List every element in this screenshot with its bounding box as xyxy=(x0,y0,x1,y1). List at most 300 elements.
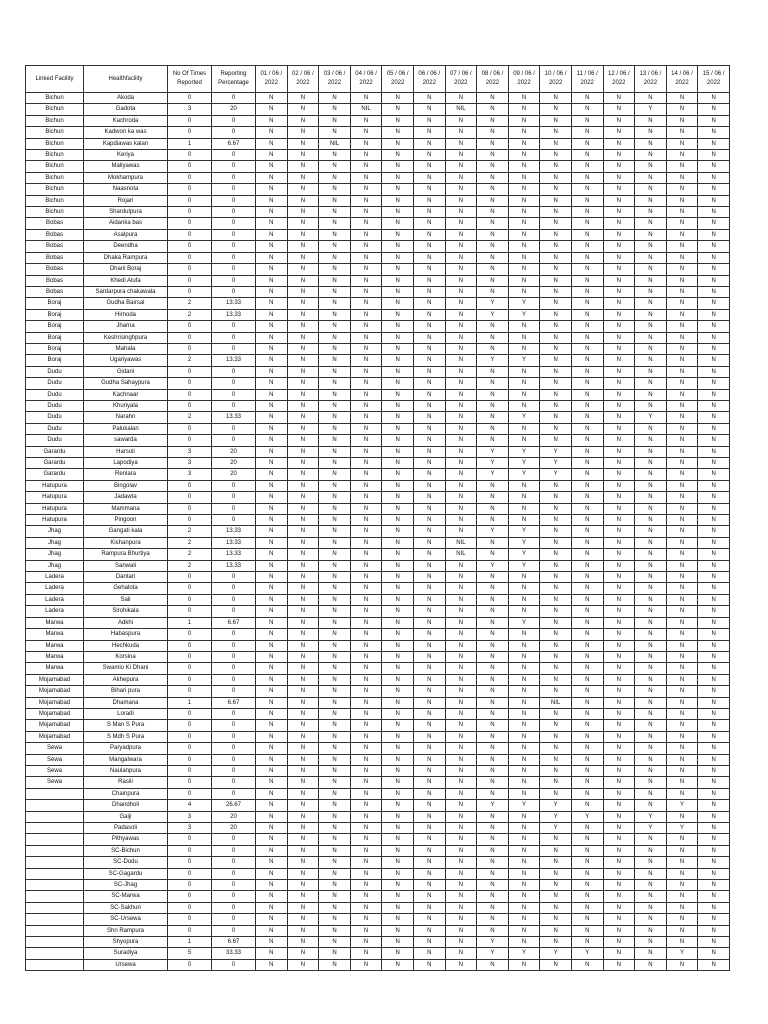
reporting-percentage-cell: 0 xyxy=(212,321,256,332)
date-status-cell: N xyxy=(413,435,445,446)
times-reported-cell: 0 xyxy=(168,229,212,240)
date-status-cell: N xyxy=(319,686,351,697)
date-status-cell: N xyxy=(666,412,698,423)
date-status-cell: N xyxy=(571,161,603,172)
date-status-cell: N xyxy=(540,834,572,845)
date-status-cell: N xyxy=(603,549,635,560)
health-facility-cell: Sirohikala xyxy=(84,606,168,617)
date-status-cell: N xyxy=(413,914,445,925)
date-status-cell: N xyxy=(698,115,730,126)
date-status-cell: Y xyxy=(666,800,698,811)
date-status-cell: N xyxy=(350,594,382,605)
date-status-cell: N xyxy=(350,115,382,126)
health-facility-cell: Kishanpura xyxy=(84,537,168,548)
date-status-cell: N xyxy=(571,549,603,560)
date-status-cell: N xyxy=(477,172,509,183)
reporting-percentage-cell: 26.67 xyxy=(212,800,256,811)
health-facility-cell: Rasili xyxy=(84,777,168,788)
date-status-cell: N xyxy=(508,503,540,514)
date-status-cell: N xyxy=(666,845,698,856)
date-status-cell: N xyxy=(571,937,603,948)
date-status-cell: N xyxy=(382,845,414,856)
health-facility-cell: Khedi Alufa xyxy=(84,275,168,286)
date-status-cell: N xyxy=(635,959,667,970)
health-facility-cell: Aidanka bas xyxy=(84,218,168,229)
date-status-cell: N xyxy=(698,731,730,742)
date-status-cell: N xyxy=(413,891,445,902)
date-status-cell: N xyxy=(350,480,382,491)
date-status-cell: N xyxy=(603,286,635,297)
date-status-cell: N xyxy=(540,583,572,594)
date-status-cell: N xyxy=(256,811,288,822)
date-status-cell: N xyxy=(477,332,509,343)
date-status-cell: N xyxy=(319,663,351,674)
date-status-cell: Y xyxy=(666,948,698,959)
date-status-cell: N xyxy=(445,891,477,902)
date-status-cell: N xyxy=(540,788,572,799)
date-status-cell: N xyxy=(666,435,698,446)
date-status-cell: N xyxy=(635,400,667,411)
date-status-cell: N xyxy=(256,458,288,469)
date-status-cell: N xyxy=(350,503,382,514)
date-status-cell: N xyxy=(445,412,477,423)
date-status-cell: N xyxy=(698,184,730,195)
date-status-cell: N xyxy=(319,207,351,218)
date-status-cell: N xyxy=(666,868,698,879)
reporting-percentage-cell: 13.33 xyxy=(212,412,256,423)
date-status-cell: N xyxy=(287,515,319,526)
date-status-cell: N xyxy=(666,880,698,891)
date-status-cell: N xyxy=(382,823,414,834)
times-reported-cell: 0 xyxy=(168,252,212,263)
date-status-cell: N xyxy=(413,298,445,309)
date-status-cell: N xyxy=(540,959,572,970)
date-status-cell: N xyxy=(666,446,698,457)
date-status-cell: N xyxy=(256,150,288,161)
times-reported-cell: 3 xyxy=(168,458,212,469)
date-status-cell: N xyxy=(635,663,667,674)
health-facility-cell: Gehalota xyxy=(84,583,168,594)
date-status-cell: N xyxy=(413,184,445,195)
times-reported-cell: 0 xyxy=(168,492,212,503)
date-status-cell: N xyxy=(350,629,382,640)
date-status-cell: N xyxy=(382,788,414,799)
date-status-cell: N xyxy=(319,332,351,343)
health-facility-cell: Keshrisinghpura xyxy=(84,332,168,343)
date-status-cell: N xyxy=(666,207,698,218)
health-facility-cell: Narahn xyxy=(84,412,168,423)
date-status-cell: N xyxy=(603,674,635,685)
date-status-cell: N xyxy=(287,663,319,674)
date-status-cell: N xyxy=(571,606,603,617)
date-status-cell: N xyxy=(256,207,288,218)
times-reported-cell: 0 xyxy=(168,788,212,799)
date-status-cell: N xyxy=(540,423,572,434)
linked-facility-cell xyxy=(26,891,84,902)
date-status-cell: N xyxy=(698,925,730,936)
linked-facility-cell xyxy=(26,925,84,936)
date-status-cell: N xyxy=(319,902,351,913)
date-status-cell: N xyxy=(350,583,382,594)
date-status-cell: N xyxy=(477,286,509,297)
date-status-cell: N xyxy=(319,172,351,183)
reporting-percentage-cell: 20 xyxy=(212,446,256,457)
date-status-cell: N xyxy=(382,914,414,925)
table-row xyxy=(26,857,730,868)
date-status-cell: N xyxy=(635,800,667,811)
date-status-cell: N xyxy=(508,286,540,297)
date-status-cell: N xyxy=(603,868,635,879)
date-status-cell: N xyxy=(382,583,414,594)
date-status-cell: N xyxy=(666,378,698,389)
date-status-cell: N xyxy=(635,503,667,514)
table-row xyxy=(26,902,730,913)
date-status-cell: N xyxy=(603,515,635,526)
table-row xyxy=(26,686,730,697)
table-row xyxy=(26,469,730,480)
date-status-cell: N xyxy=(698,252,730,263)
date-status-cell: N xyxy=(319,674,351,685)
header-date: 01 / 06 / 2022 xyxy=(256,66,288,93)
date-status-cell: N xyxy=(287,218,319,229)
date-status-cell: N xyxy=(256,435,288,446)
date-status-cell: N xyxy=(382,184,414,195)
date-status-cell: N xyxy=(666,777,698,788)
date-status-cell: N xyxy=(445,720,477,731)
date-status-cell: N xyxy=(666,389,698,400)
times-reported-cell: 0 xyxy=(168,663,212,674)
date-status-cell: N xyxy=(445,925,477,936)
date-status-cell: N xyxy=(287,138,319,149)
date-status-cell: N xyxy=(413,777,445,788)
date-status-cell: N xyxy=(666,731,698,742)
date-status-cell: N xyxy=(603,184,635,195)
date-status-cell: N xyxy=(256,537,288,548)
date-status-cell: N xyxy=(571,241,603,252)
date-status-cell: N xyxy=(477,275,509,286)
date-status-cell: N xyxy=(603,241,635,252)
date-status-cell: N xyxy=(508,834,540,845)
date-status-cell: N xyxy=(603,686,635,697)
date-status-cell: N xyxy=(350,560,382,571)
date-status-cell: N xyxy=(256,788,288,799)
reporting-percentage-cell: 0 xyxy=(212,674,256,685)
date-status-cell: N xyxy=(287,172,319,183)
date-status-cell: N xyxy=(287,606,319,617)
date-status-cell: N xyxy=(350,515,382,526)
table-row xyxy=(26,731,730,742)
date-status-cell: N xyxy=(666,366,698,377)
date-status-cell: N xyxy=(540,686,572,697)
reporting-percentage-cell: 0 xyxy=(212,423,256,434)
date-status-cell: N xyxy=(540,400,572,411)
date-status-cell: N xyxy=(698,549,730,560)
date-status-cell: N xyxy=(350,880,382,891)
date-status-cell: N xyxy=(256,172,288,183)
date-status-cell: N xyxy=(319,800,351,811)
date-status-cell: N xyxy=(508,651,540,662)
linked-facility-cell: Ladera xyxy=(26,606,84,617)
table-row xyxy=(26,720,730,731)
times-reported-cell: 0 xyxy=(168,857,212,868)
date-status-cell: N xyxy=(413,959,445,970)
date-status-cell: N xyxy=(256,731,288,742)
date-status-cell: N xyxy=(382,549,414,560)
date-status-cell: N xyxy=(413,321,445,332)
times-reported-cell: 0 xyxy=(168,651,212,662)
linked-facility-cell: Bobas xyxy=(26,218,84,229)
date-status-cell: N xyxy=(319,446,351,457)
reporting-percentage-cell: 0 xyxy=(212,606,256,617)
date-status-cell: N xyxy=(319,104,351,115)
date-status-cell: N xyxy=(603,195,635,206)
health-facility-cell: SC-Bichun xyxy=(84,845,168,856)
date-status-cell: N xyxy=(603,788,635,799)
date-status-cell: N xyxy=(508,195,540,206)
date-status-cell: N xyxy=(350,834,382,845)
date-status-cell: N xyxy=(382,560,414,571)
date-status-cell: N xyxy=(350,891,382,902)
times-reported-cell: 3 xyxy=(168,823,212,834)
linked-facility-cell xyxy=(26,880,84,891)
times-reported-cell: 0 xyxy=(168,115,212,126)
reporting-percentage-cell: 0 xyxy=(212,788,256,799)
reporting-percentage-cell: 0 xyxy=(212,343,256,354)
date-status-cell: N xyxy=(382,651,414,662)
date-status-cell: N xyxy=(603,959,635,970)
reporting-percentage-cell: 13.33 xyxy=(212,537,256,548)
date-status-cell: N xyxy=(666,275,698,286)
date-status-cell: N xyxy=(350,172,382,183)
date-status-cell: N xyxy=(413,115,445,126)
reporting-percentage-cell: 13.33 xyxy=(212,560,256,571)
date-status-cell: N xyxy=(350,959,382,970)
date-status-cell: N xyxy=(477,184,509,195)
times-reported-cell: 0 xyxy=(168,731,212,742)
date-status-cell: N xyxy=(540,127,572,138)
date-status-cell: N xyxy=(382,207,414,218)
table-row xyxy=(26,663,730,674)
linked-facility-cell: Mojamabad xyxy=(26,697,84,708)
health-facility-cell: Palukalan xyxy=(84,423,168,434)
header-health-facility: Healthfacility xyxy=(84,66,168,93)
date-status-cell: N xyxy=(666,138,698,149)
date-status-cell: N xyxy=(287,127,319,138)
date-status-cell: N xyxy=(382,834,414,845)
times-reported-cell: 0 xyxy=(168,686,212,697)
date-status-cell: N xyxy=(603,503,635,514)
date-status-cell: N xyxy=(445,674,477,685)
times-reported-cell: 0 xyxy=(168,332,212,343)
linked-facility-cell: Sewa xyxy=(26,777,84,788)
date-status-cell: N xyxy=(603,902,635,913)
linked-facility-cell: Boraj xyxy=(26,298,84,309)
times-reported-cell: 0 xyxy=(168,594,212,605)
times-reported-cell: 0 xyxy=(168,218,212,229)
times-reported-cell: 0 xyxy=(168,868,212,879)
date-status-cell: N xyxy=(508,937,540,948)
date-status-cell: N xyxy=(540,503,572,514)
date-status-cell: N xyxy=(413,629,445,640)
date-status-cell: N xyxy=(698,720,730,731)
date-status-cell: N xyxy=(287,834,319,845)
health-facility-cell: Adkhi xyxy=(84,617,168,628)
date-status-cell: N xyxy=(256,115,288,126)
date-status-cell: N xyxy=(287,400,319,411)
date-status-cell: N xyxy=(698,743,730,754)
date-status-cell: N xyxy=(382,891,414,902)
table-row xyxy=(26,845,730,856)
date-status-cell: N xyxy=(540,172,572,183)
date-status-cell: N xyxy=(477,207,509,218)
date-status-cell: N xyxy=(350,697,382,708)
date-status-cell: N xyxy=(382,606,414,617)
health-facility-cell: S Mdh S Pura xyxy=(84,731,168,742)
date-status-cell: N xyxy=(603,708,635,719)
date-status-cell: N xyxy=(287,572,319,583)
times-reported-cell: 0 xyxy=(168,172,212,183)
date-status-cell: N xyxy=(319,549,351,560)
date-status-cell: N xyxy=(540,412,572,423)
date-status-cell: N xyxy=(256,697,288,708)
date-status-cell: N xyxy=(319,366,351,377)
date-status-cell: Y xyxy=(635,104,667,115)
date-status-cell: N xyxy=(287,583,319,594)
date-status-cell: N xyxy=(350,526,382,537)
health-facility-cell: Sardarpura chakawala xyxy=(84,286,168,297)
date-status-cell: N xyxy=(698,321,730,332)
date-status-cell: N xyxy=(319,583,351,594)
date-status-cell: N xyxy=(413,674,445,685)
date-status-cell: N xyxy=(445,731,477,742)
date-status-cell: Y xyxy=(477,526,509,537)
linked-facility-cell: Hatupura xyxy=(26,503,84,514)
date-status-cell: N xyxy=(382,925,414,936)
date-status-cell: N xyxy=(571,207,603,218)
date-status-cell: N xyxy=(287,777,319,788)
health-facility-cell: Habaspura xyxy=(84,629,168,640)
date-status-cell: N xyxy=(382,298,414,309)
date-status-cell: N xyxy=(382,629,414,640)
date-status-cell: N xyxy=(477,229,509,240)
date-status-cell: N xyxy=(445,515,477,526)
date-status-cell: N xyxy=(635,697,667,708)
times-reported-cell: 0 xyxy=(168,480,212,491)
date-status-cell: N xyxy=(413,218,445,229)
date-status-cell: N xyxy=(540,537,572,548)
date-status-cell: N xyxy=(666,115,698,126)
date-status-cell: N xyxy=(287,902,319,913)
date-status-cell: N xyxy=(571,343,603,354)
date-status-cell: N xyxy=(287,446,319,457)
date-status-cell: N xyxy=(350,492,382,503)
date-status-cell: N xyxy=(350,127,382,138)
date-status-cell: N xyxy=(698,298,730,309)
date-status-cell: N xyxy=(508,629,540,640)
date-status-cell: N xyxy=(477,720,509,731)
date-status-cell: N xyxy=(666,663,698,674)
health-facility-cell: Pithyawas xyxy=(84,834,168,845)
date-status-cell: N xyxy=(603,423,635,434)
date-status-cell: N xyxy=(287,549,319,560)
date-status-cell: N xyxy=(413,241,445,252)
date-status-cell: N xyxy=(287,378,319,389)
date-status-cell: N xyxy=(540,731,572,742)
date-status-cell: N xyxy=(698,161,730,172)
health-facility-cell: Hechkuda xyxy=(84,640,168,651)
table-row xyxy=(26,674,730,685)
health-facility-cell: Jharna xyxy=(84,321,168,332)
date-status-cell: N xyxy=(287,674,319,685)
date-status-cell: N xyxy=(256,549,288,560)
date-status-cell: N xyxy=(382,469,414,480)
reporting-percentage-cell: 6.67 xyxy=(212,138,256,149)
date-status-cell: N xyxy=(413,503,445,514)
date-status-cell: N xyxy=(666,606,698,617)
date-status-cell: N xyxy=(666,458,698,469)
date-status-cell: N xyxy=(319,537,351,548)
date-status-cell: N xyxy=(571,640,603,651)
health-facility-cell: Gudha Bairsal xyxy=(84,298,168,309)
date-status-cell: N xyxy=(287,389,319,400)
date-status-cell: N xyxy=(635,298,667,309)
date-status-cell: N xyxy=(698,594,730,605)
date-status-cell: N xyxy=(287,298,319,309)
health-facility-cell: Bingolav xyxy=(84,480,168,491)
date-status-cell: N xyxy=(603,218,635,229)
date-status-cell: N xyxy=(477,640,509,651)
times-reported-cell: 2 xyxy=(168,355,212,366)
date-status-cell: N xyxy=(382,948,414,959)
date-status-cell: N xyxy=(256,845,288,856)
date-status-cell: N xyxy=(413,93,445,104)
date-status-cell: N xyxy=(635,765,667,776)
date-status-cell: Y xyxy=(508,549,540,560)
date-status-cell: N xyxy=(508,720,540,731)
date-status-cell: N xyxy=(603,412,635,423)
date-status-cell: N xyxy=(477,765,509,776)
date-status-cell: N xyxy=(445,435,477,446)
table-row xyxy=(26,161,730,172)
date-status-cell: N xyxy=(666,526,698,537)
reporting-percentage-cell: 0 xyxy=(212,195,256,206)
date-status-cell: N xyxy=(603,572,635,583)
date-status-cell: N xyxy=(603,537,635,548)
date-status-cell: N xyxy=(382,309,414,320)
times-reported-cell: 0 xyxy=(168,389,212,400)
date-status-cell: N xyxy=(571,868,603,879)
date-status-cell: N xyxy=(666,891,698,902)
date-status-cell: N xyxy=(382,332,414,343)
date-status-cell: N xyxy=(540,891,572,902)
linked-facility-cell: Bobas xyxy=(26,286,84,297)
date-status-cell: N xyxy=(319,252,351,263)
date-status-cell: N xyxy=(666,572,698,583)
date-status-cell: N xyxy=(413,309,445,320)
date-status-cell: N xyxy=(413,458,445,469)
reporting-percentage-cell: 0 xyxy=(212,366,256,377)
date-status-cell: N xyxy=(508,857,540,868)
date-status-cell: N xyxy=(256,378,288,389)
date-status-cell: N xyxy=(445,948,477,959)
date-status-cell: Y xyxy=(571,811,603,822)
times-reported-cell: 1 xyxy=(168,697,212,708)
date-status-cell: N xyxy=(413,606,445,617)
date-status-cell: N xyxy=(508,868,540,879)
date-status-cell: N xyxy=(508,572,540,583)
date-status-cell: N xyxy=(445,697,477,708)
health-facility-cell: Ugariyawas xyxy=(84,355,168,366)
